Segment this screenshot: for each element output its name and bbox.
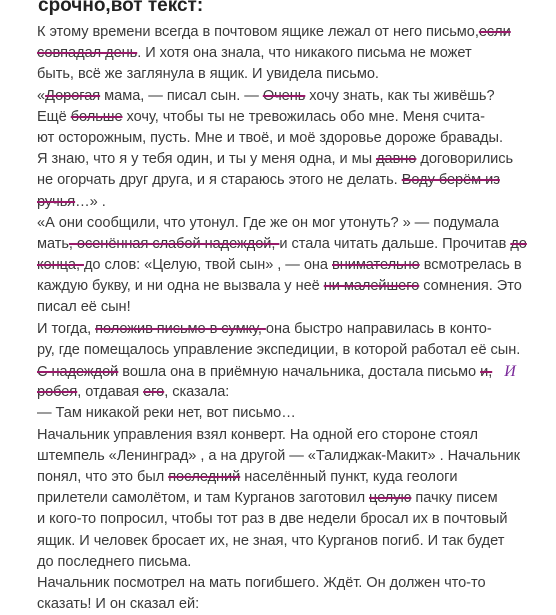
text-segment: хочу знать, как ты живёшь? — [305, 87, 495, 104]
text-segment: — Там никакой реки нет, вот письмо… — [37, 405, 296, 422]
text-segment: прилетели самолётом, и там Курганов заготовил — [37, 490, 370, 507]
struck-word: до — [510, 235, 527, 252]
text-line — [37, 107, 552, 128]
struck-word: С надеждой — [37, 364, 119, 380]
text-segment: понял, что это был — [37, 468, 169, 485]
text-segment: хочу, чтобы ты не тревожилась обо мне. Меня счита- — [122, 108, 485, 125]
text-line — [37, 234, 552, 255]
text-segment: « — [37, 87, 46, 104]
text-segment: до слов: «Целую, твой сын» , — она — [83, 257, 332, 274]
text-line — [37, 403, 552, 424]
text-segment: штемпель «Ленинград» , а на другой — «Талиджак-Макит» . Начальник — [37, 447, 520, 464]
text-segment: И тогда, — [37, 320, 96, 337]
text-line — [37, 43, 552, 64]
text-segment: всмотрелась в — [419, 257, 522, 274]
text-segment: Начальник управления взял конверт. На одной его стороне стоял — [37, 426, 479, 443]
text-segment: «А они сообщили, что утонул. Где же он мог утонуть? » — подумала — [37, 214, 499, 231]
struck-word: конца, — [37, 257, 84, 274]
document-body — [37, 22, 552, 615]
text-line — [37, 128, 552, 149]
text-line — [37, 297, 552, 318]
text-segment: ру, где помещалось управление экспедиции, в которой работал её сын. — [37, 341, 521, 358]
text-line — [37, 170, 552, 191]
struck-word: больше — [70, 108, 123, 125]
text-segment: она быстро направилась в конто- — [265, 320, 492, 337]
text-line — [37, 64, 552, 85]
struck-word: совпадал день — [37, 45, 138, 62]
text-segment: Начальник посмотрел на мать погибшего. Ждёт. Он должен что-то — [37, 574, 486, 591]
struck-word: если — [478, 24, 511, 40]
text-segment: договорились — [416, 151, 514, 168]
text-segment: быть, всё же заглянула в ящик. И увидела письмо. — [37, 66, 379, 83]
text-segment: сомнения. Это — [419, 278, 522, 295]
text-line — [37, 255, 552, 276]
text-line — [37, 594, 552, 615]
struck-word: положив письмо в сумку, — [95, 320, 266, 337]
text-segment: населённый пункт, куда геологи — [240, 468, 458, 485]
struck-word: и, — [480, 364, 493, 380]
struck-word: ни малейшего — [323, 278, 420, 295]
text-segment: ящик. И человек бросает их, не зная, что Курганов погиб. И так будет — [37, 532, 505, 549]
text-segment: мать — [37, 235, 69, 252]
struck-word: Дорогая — [45, 87, 101, 104]
handwritten-mark: И — [504, 363, 516, 380]
text-line — [37, 531, 552, 552]
text-segment: до последнего письма. — [37, 553, 192, 570]
text-segment: , отдавая — [77, 384, 144, 401]
text-segment: мама, — писал сын. — — [100, 87, 263, 104]
text-segment: каждую букву, и ни одна не вызвала у неё — [37, 278, 324, 295]
text-line — [37, 573, 552, 594]
text-line — [37, 276, 552, 297]
text-segment: пачку писем — [411, 490, 498, 507]
text-segment: . И хотя она знала, что никакого письма не может — [137, 45, 472, 62]
text-line — [37, 86, 552, 107]
struck-word: робея — [37, 384, 78, 401]
text-line — [37, 149, 552, 170]
struck-word: , осенённая слабой надеждой, — [68, 235, 280, 252]
text-segment: и стала читать дальше. Прочитав — [279, 235, 511, 252]
text-line — [37, 488, 552, 509]
text-segment: вошла она в приёмную начальника, достала письмо — [118, 364, 481, 380]
struck-word: ручья — [37, 193, 76, 210]
struck-word: Воду берём из — [401, 172, 500, 189]
text-segment: писал её сын! — [37, 299, 131, 316]
struck-word: его — [143, 384, 165, 401]
text-line — [37, 361, 552, 382]
text-line — [37, 467, 552, 488]
struck-word: внимательно — [332, 257, 420, 274]
text-line — [37, 425, 552, 446]
text-line — [37, 509, 552, 530]
text-line — [37, 22, 552, 43]
struck-word: целую — [369, 490, 412, 507]
struck-word: давно — [376, 151, 417, 168]
text-segment: К этому времени всегда в почтовом ящике лежал от него письмо, — [37, 24, 479, 40]
text-segment: , сказала: — [164, 384, 230, 401]
text-line — [37, 382, 552, 403]
struck-word: последний — [168, 468, 241, 485]
text-line — [37, 340, 552, 361]
text-segment: сказать! И он сказал ей: — [37, 596, 200, 613]
text-line — [37, 552, 552, 573]
text-segment: …» . — [75, 193, 106, 210]
text-segment: ют осторожным, пусть. Мне и твоё, и моё здоровье дороже бравады. — [37, 129, 503, 146]
struck-word: Очень — [262, 87, 306, 104]
text-segment: и кого-то попросил, чтобы тот раз в две недели бросал их в почтовый — [37, 511, 508, 528]
page-title: срочно,вот текст: — [38, 0, 204, 16]
text-segment: Ещё — [37, 108, 71, 125]
text-segment: не огорчать друг друга, и я стараюсь этого не делать. — [37, 172, 402, 189]
text-line — [37, 319, 552, 340]
text-segment: Я знаю, что я у тебя один, и ты у меня одна, и мы — [37, 151, 377, 168]
text-line — [37, 213, 552, 234]
text-line — [37, 192, 552, 213]
text-line — [37, 446, 552, 467]
